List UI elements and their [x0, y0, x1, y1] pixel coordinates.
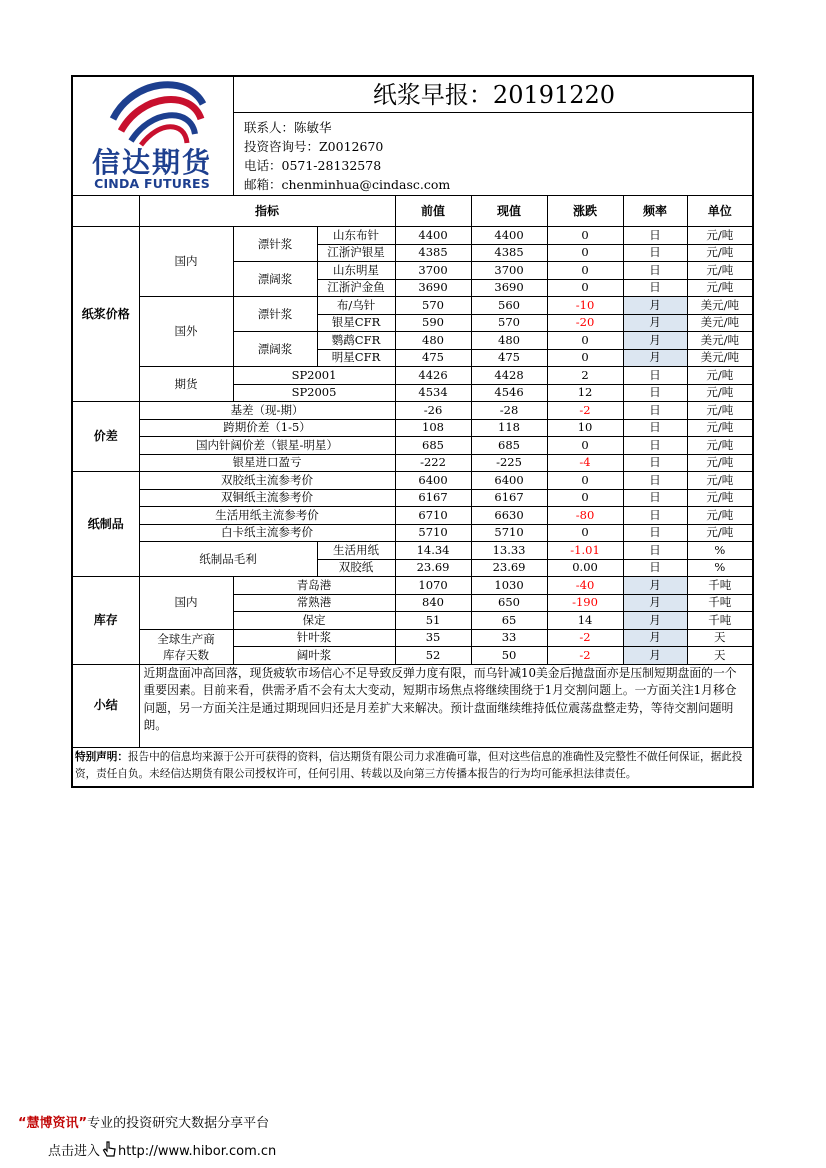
row-change: 0 — [547, 244, 623, 262]
row-change: -2 — [547, 647, 623, 665]
row-unit: 元/吨 — [687, 524, 752, 542]
table-row — [73, 489, 752, 507]
footer-url[interactable]: http://www.hibor.com.cn — [118, 1144, 277, 1159]
header-curr: 现值 — [471, 196, 547, 227]
row-change: 12 — [547, 384, 623, 402]
row-change: 0 — [547, 227, 623, 245]
footer-link[interactable] — [48, 1140, 276, 1159]
row-prev: 475 — [395, 349, 471, 367]
row-name: 阔叶浆 — [233, 647, 395, 665]
row-unit: 千吨 — [687, 577, 752, 595]
category-summary: 小结 — [73, 664, 139, 747]
category-inventory: 库存 — [73, 577, 139, 665]
table-row — [73, 629, 752, 647]
row-prev: 1070 — [395, 577, 471, 595]
header-indicator: 指标 — [139, 196, 395, 227]
row-prev: 5710 — [395, 524, 471, 542]
table-row — [73, 454, 752, 472]
row-change: -40 — [547, 577, 623, 595]
row-name: 白卡纸主流参考价 — [139, 524, 395, 542]
row-change: -80 — [547, 507, 623, 525]
row-prev: -222 — [395, 454, 471, 472]
row-freq: 日 — [623, 244, 687, 262]
row-name: 国内针阔价差（银星-明星） — [139, 437, 395, 455]
row-prev: 4426 — [395, 367, 471, 385]
logo-chinese-name: 信达期货 — [91, 146, 212, 179]
price-table — [73, 195, 752, 786]
row-name: 双胶纸 — [317, 559, 395, 577]
table-row — [73, 367, 752, 385]
row-curr: 4428 — [471, 367, 547, 385]
disclaimer-row — [73, 747, 752, 786]
row-freq: 月 — [623, 349, 687, 367]
row-curr: 3690 — [471, 279, 547, 297]
row-freq: 月 — [623, 314, 687, 332]
group-global-days-line1: 全球生产商 — [157, 631, 215, 646]
row-change: 0 — [547, 524, 623, 542]
row-curr: 4385 — [471, 244, 547, 262]
row-prev: 108 — [395, 419, 471, 437]
row-change: -1.01 — [547, 542, 623, 560]
header-freq: 频率 — [623, 196, 687, 227]
row-freq: 日 — [623, 419, 687, 437]
row-unit: 元/吨 — [687, 437, 752, 455]
row-change: 0 — [547, 437, 623, 455]
row-prev: -26 — [395, 402, 471, 420]
row-unit: 元/吨 — [687, 244, 752, 262]
row-curr: 6400 — [471, 472, 547, 490]
row-curr: 475 — [471, 349, 547, 367]
row-freq: 月 — [623, 577, 687, 595]
report-sheet — [71, 75, 754, 788]
group-domestic: 国内 — [139, 227, 233, 297]
row-curr: 560 — [471, 297, 547, 315]
row-unit: 千吨 — [687, 612, 752, 630]
row-freq: 日 — [623, 367, 687, 385]
row-name: 跨期价差（1-5） — [139, 419, 395, 437]
row-unit: % — [687, 559, 752, 577]
row-prev: 6710 — [395, 507, 471, 525]
row-name: 保定 — [233, 612, 395, 630]
row-prev: 3690 — [395, 279, 471, 297]
group-hardwood: 漂阔浆 — [233, 332, 317, 367]
row-prev: 4534 — [395, 384, 471, 402]
row-freq: 日 — [623, 437, 687, 455]
disclaimer — [73, 747, 752, 786]
row-unit: 美元/吨 — [687, 314, 752, 332]
row-prev: 6400 — [395, 472, 471, 490]
table-row — [73, 227, 752, 245]
contact-person: 联系人：陈敏华 — [244, 120, 332, 135]
row-unit: 元/吨 — [687, 262, 752, 280]
row-name: 布/乌针 — [317, 297, 395, 315]
row-freq: 月 — [623, 332, 687, 350]
table-row — [73, 419, 752, 437]
hand-pointer-icon — [102, 1141, 116, 1159]
row-prev: 840 — [395, 594, 471, 612]
row-curr: 6630 — [471, 507, 547, 525]
group-paper-margin: 纸制品毛利 — [139, 542, 317, 577]
row-name: 银星进口盈亏 — [139, 454, 395, 472]
row-change: -20 — [547, 314, 623, 332]
table-row — [73, 524, 752, 542]
category-paper: 纸制品 — [73, 472, 139, 577]
row-prev: 570 — [395, 297, 471, 315]
row-prev: 14.34 — [395, 542, 471, 560]
row-prev: 3700 — [395, 262, 471, 280]
disclaimer-label: 特别声明： — [75, 750, 128, 763]
row-name: 常熟港 — [233, 594, 395, 612]
contact-block — [244, 118, 450, 194]
row-curr: 6167 — [471, 489, 547, 507]
row-name: 双铜纸主流参考价 — [139, 489, 395, 507]
row-unit: 元/吨 — [687, 227, 752, 245]
row-unit: 元/吨 — [687, 402, 752, 420]
row-unit: 美元/吨 — [687, 297, 752, 315]
report-title: 纸浆早报：20191220 — [234, 77, 754, 113]
row-name: SP2001 — [233, 367, 395, 385]
group-softwood: 漂针浆 — [233, 297, 317, 332]
row-name: 生活用纸 — [317, 542, 395, 560]
group-softwood: 漂针浆 — [233, 227, 317, 262]
row-unit: 元/吨 — [687, 472, 752, 490]
row-unit: 元/吨 — [687, 384, 752, 402]
category-pulp-price: 纸浆价格 — [73, 227, 139, 402]
row-name: 鹦鹉CFR — [317, 332, 395, 350]
row-unit: 元/吨 — [687, 507, 752, 525]
row-unit: 元/吨 — [687, 454, 752, 472]
row-change: 0.00 — [547, 559, 623, 577]
row-name: 双胶纸主流参考价 — [139, 472, 395, 490]
row-name: 针叶浆 — [233, 629, 395, 647]
row-freq: 日 — [623, 454, 687, 472]
row-freq: 日 — [623, 472, 687, 490]
row-curr: 650 — [471, 594, 547, 612]
row-freq: 日 — [623, 507, 687, 525]
license-number: 投资咨询号：Z0012670 — [244, 139, 384, 154]
row-name: 江浙沪银星 — [317, 244, 395, 262]
summary-text: 近期盘面冲高回落，现货疲软市场信心不足导致反弹力度有限，而乌针减10美金后抛盘面亦是压制短期盘面的一个重要因素。目前来看，供需矛盾不会有太大变动，短期市场焦点将继续围绕于1月交割问题上。一方面关注1月移仓问题，另一方面关注是通过期现回归还是月差扩大来解决。预计盘面继续维持低位震荡盘整走势，等待交割问题明朗。 — [139, 664, 752, 747]
group-hardwood: 漂阔浆 — [233, 262, 317, 297]
group-global-days — [139, 629, 233, 664]
row-unit: 元/吨 — [687, 367, 752, 385]
table-row — [73, 507, 752, 525]
row-freq: 日 — [623, 524, 687, 542]
footer-slogan — [18, 1112, 269, 1131]
row-curr: 4546 — [471, 384, 547, 402]
row-prev: 51 — [395, 612, 471, 630]
row-unit: 美元/吨 — [687, 332, 752, 350]
row-curr: -28 — [471, 402, 547, 420]
table-row — [73, 437, 752, 455]
table-header — [73, 196, 752, 227]
row-freq: 月 — [623, 297, 687, 315]
row-freq: 日 — [623, 279, 687, 297]
row-prev: 6167 — [395, 489, 471, 507]
row-change: 0 — [547, 489, 623, 507]
footer-slogan-text: 专业的投资研究大数据分享平台 — [87, 1116, 270, 1131]
row-curr: 118 — [471, 419, 547, 437]
row-prev: 52 — [395, 647, 471, 665]
row-change: 0 — [547, 262, 623, 280]
row-unit: 美元/吨 — [687, 349, 752, 367]
header-change: 涨跌 — [547, 196, 623, 227]
group-futures: 期货 — [139, 367, 233, 402]
row-freq: 月 — [623, 594, 687, 612]
row-freq: 日 — [623, 402, 687, 420]
row-name: 基差（现-期） — [139, 402, 395, 420]
row-unit: 天 — [687, 629, 752, 647]
row-change: 0 — [547, 472, 623, 490]
row-curr: 23.69 — [471, 559, 547, 577]
row-prev: 23.69 — [395, 559, 471, 577]
row-unit: 元/吨 — [687, 419, 752, 437]
row-freq: 月 — [623, 647, 687, 665]
table-row — [73, 472, 752, 490]
row-prev: 4385 — [395, 244, 471, 262]
row-name: 江浙沪金鱼 — [317, 279, 395, 297]
summary-row — [73, 664, 752, 747]
row-curr: 1030 — [471, 577, 547, 595]
table-row — [73, 402, 752, 420]
row-change: -10 — [547, 297, 623, 315]
header-unit: 单位 — [687, 196, 752, 227]
phone-number: 电话：0571-28132578 — [244, 158, 382, 173]
row-prev: 590 — [395, 314, 471, 332]
row-name: 银星CFR — [317, 314, 395, 332]
row-freq: 日 — [623, 227, 687, 245]
row-curr: 50 — [471, 647, 547, 665]
row-change: 0 — [547, 279, 623, 297]
cinda-logo-icon — [103, 79, 213, 147]
row-name: 青岛港 — [233, 577, 395, 595]
group-foreign: 国外 — [139, 297, 233, 367]
row-unit: % — [687, 542, 752, 560]
row-curr: 5710 — [471, 524, 547, 542]
disclaimer-text: 报告中的信息均来源于公开可获得的资料，信达期货有限公司力求准确可靠，但对这些信息的准确性及完整性不做任何保证，据此投资，责任自负。未经信达期货有限公司授权许可，任何引用、转载以及向第三方传播本报告的行为均可能承担法律责任。 — [75, 750, 743, 780]
header-prev: 前值 — [395, 196, 471, 227]
row-prev: 35 — [395, 629, 471, 647]
row-freq: 日 — [623, 384, 687, 402]
footer-brand: “慧博资讯” — [18, 1116, 88, 1131]
logo — [73, 77, 234, 195]
header-blank — [73, 196, 139, 227]
footer-enter-text: 点击进入 — [48, 1144, 101, 1159]
row-unit: 元/吨 — [687, 279, 752, 297]
row-freq: 日 — [623, 559, 687, 577]
table-row — [73, 542, 752, 560]
row-change: 10 — [547, 419, 623, 437]
row-prev: 685 — [395, 437, 471, 455]
row-unit: 千吨 — [687, 594, 752, 612]
row-name: 明星CFR — [317, 349, 395, 367]
table-row — [73, 297, 752, 315]
row-freq: 日 — [623, 489, 687, 507]
row-freq: 日 — [623, 542, 687, 560]
row-change: -4 — [547, 454, 623, 472]
table-row — [73, 577, 752, 595]
row-change: 0 — [547, 349, 623, 367]
row-prev: 4400 — [395, 227, 471, 245]
row-change: 14 — [547, 612, 623, 630]
row-prev: 480 — [395, 332, 471, 350]
group-domestic: 国内 — [139, 577, 233, 630]
row-curr: 570 — [471, 314, 547, 332]
row-name: 山东明星 — [317, 262, 395, 280]
row-change: -190 — [547, 594, 623, 612]
row-name: 生活用纸主流参考价 — [139, 507, 395, 525]
email-address: 邮箱：chenminhua@cindasc.com — [244, 177, 451, 192]
row-curr: 480 — [471, 332, 547, 350]
row-unit: 天 — [687, 647, 752, 665]
row-name: SP2005 — [233, 384, 395, 402]
row-change: 0 — [547, 332, 623, 350]
group-global-days-line2: 库存天数 — [163, 647, 209, 662]
row-curr: 685 — [471, 437, 547, 455]
row-change: 2 — [547, 367, 623, 385]
row-freq: 日 — [623, 262, 687, 280]
row-curr: 13.33 — [471, 542, 547, 560]
row-curr: 3700 — [471, 262, 547, 280]
row-curr: 65 — [471, 612, 547, 630]
row-change: -2 — [547, 402, 623, 420]
row-curr: -225 — [471, 454, 547, 472]
row-change: -2 — [547, 629, 623, 647]
category-spread: 价差 — [73, 402, 139, 472]
row-freq: 月 — [623, 612, 687, 630]
row-curr: 4400 — [471, 227, 547, 245]
row-unit: 元/吨 — [687, 489, 752, 507]
row-name: 山东布针 — [317, 227, 395, 245]
logo-english-name: CINDA FUTURES — [94, 176, 210, 191]
row-curr: 33 — [471, 629, 547, 647]
row-freq: 月 — [623, 629, 687, 647]
